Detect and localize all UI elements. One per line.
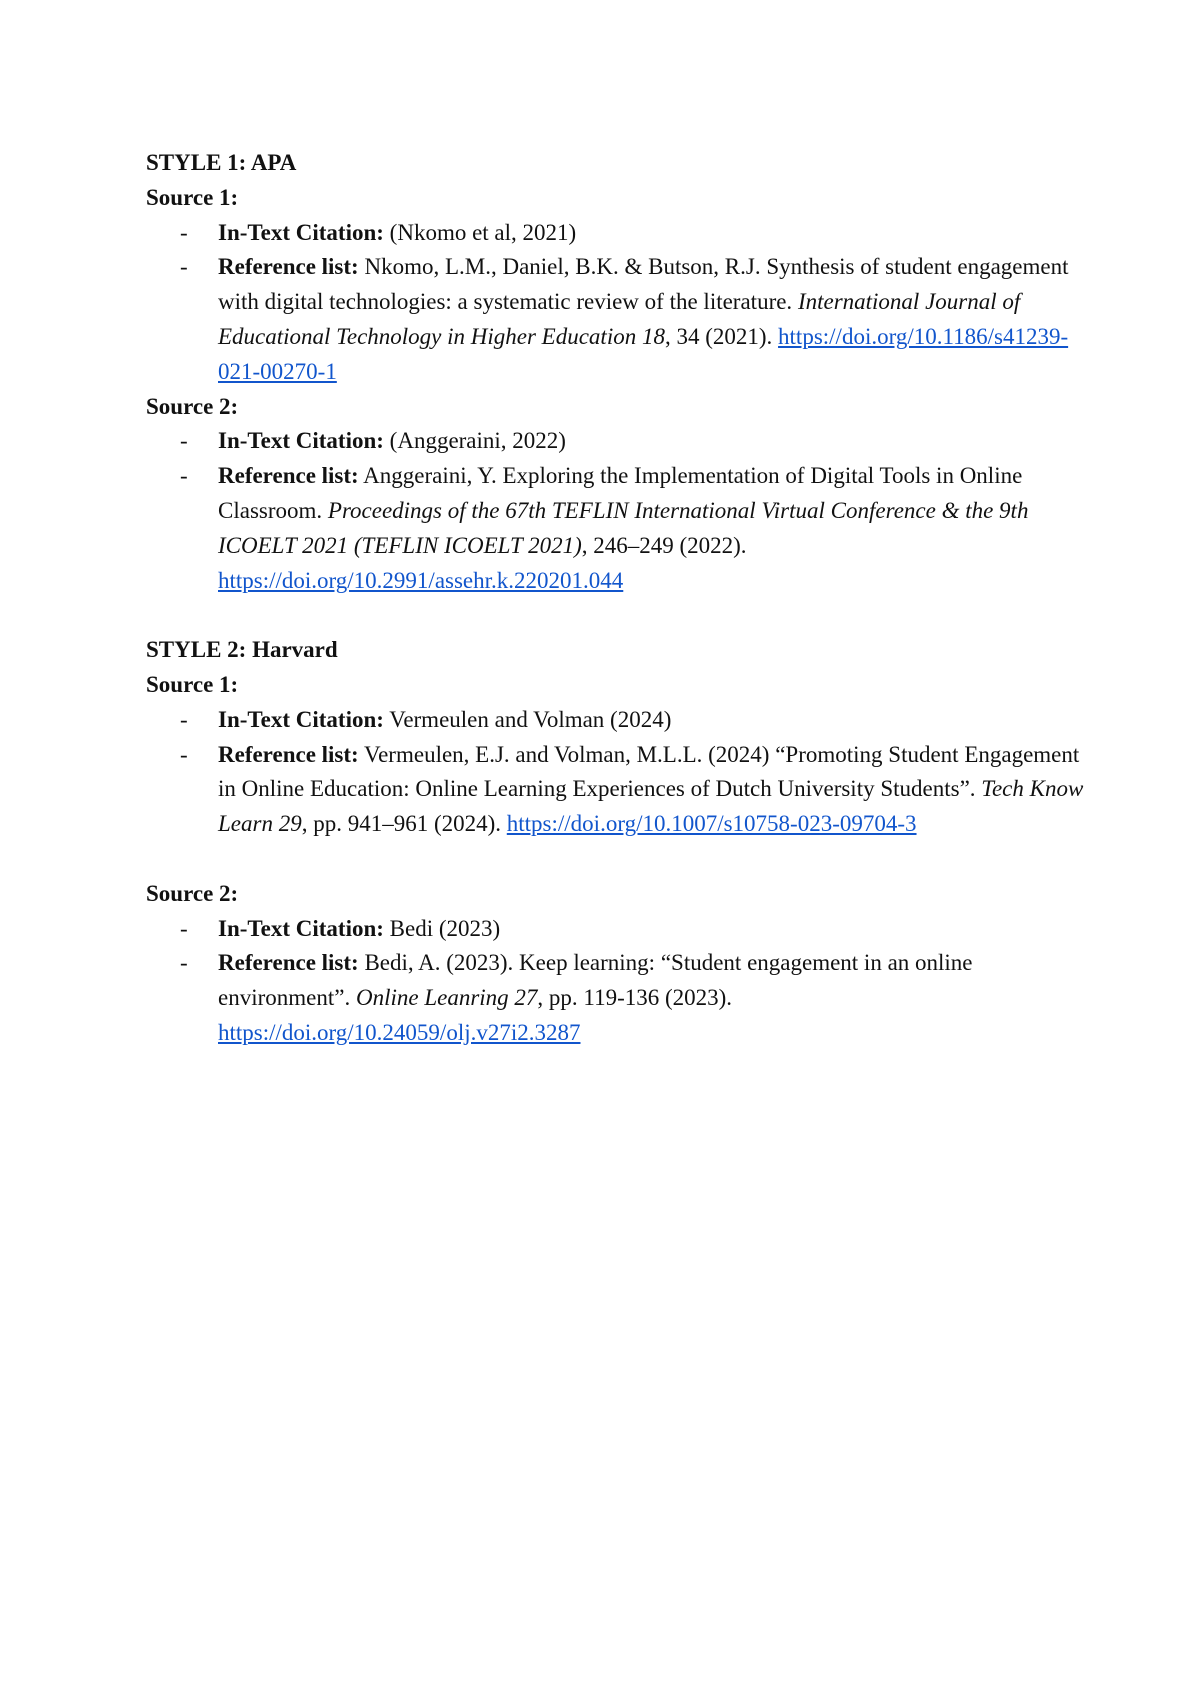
reference-list-label: Reference list: — [218, 254, 359, 280]
doi-link[interactable]: https://doi.org/10.2991/assehr.k.220201.044 — [218, 567, 624, 593]
in-text-citation-label: In-Text Citation: — [218, 706, 384, 732]
in-text-citation-value: (Anggeraini, 2022) — [383, 428, 566, 454]
reference-journal: Online Leanring 27 — [355, 985, 538, 1011]
reference-text: Bedi, A. (2023). Keep learning: “Student engagement in an online environment”. — [218, 950, 973, 1011]
reference-journal: Tech Know Learn 29 — [218, 776, 1084, 837]
list-marker: - — [180, 428, 188, 454]
in-text-citation-label: In-Text Citation: — [218, 428, 384, 454]
style-section-apa — [146, 146, 1086, 598]
list-marker: - — [180, 219, 188, 245]
reference-list-label: Reference list: — [218, 741, 359, 767]
source-block — [146, 877, 1086, 1051]
list-item-reference — [146, 459, 1086, 598]
style-section-harvard — [146, 633, 1086, 1051]
list-marker: - — [180, 706, 188, 732]
in-text-citation-value: Vermeulen and Volman (2024) — [383, 706, 672, 732]
reference-journal: Proceedings of the 67th TEFLIN International Virtual Conference & the 9th ICOELT 2021 (TEFLIN ICOELT 2021) — [218, 497, 1029, 558]
source-heading: Source 2: — [146, 880, 239, 906]
list-item-reference — [146, 946, 1086, 1050]
reference-text: Vermeulen, E.J. and Volman, M.L.L. (2024) “Promoting Student Engagement in Online Education: Online Learning Experiences of Dutch University Students”. — [218, 741, 1080, 802]
list-item-in-text-citation — [146, 912, 1086, 947]
in-text-citation-value: (Nkomo et al, 2021) — [383, 219, 577, 245]
style-heading: STYLE 1: APA — [146, 150, 297, 175]
citation-list — [146, 424, 1086, 598]
list-marker: - — [180, 950, 188, 976]
citation-list — [146, 703, 1086, 842]
source-block — [146, 668, 1086, 842]
list-item-in-text-citation — [146, 703, 1086, 738]
reference-details: , pp. 941–961 (2024). — [301, 811, 507, 837]
doi-link[interactable]: https://doi.org/10.1007/s10758-023-09704-3 — [506, 811, 917, 837]
citation-list — [146, 912, 1086, 1051]
in-text-citation-label: In-Text Citation: — [218, 915, 384, 941]
list-marker: - — [180, 741, 188, 767]
style-heading: STYLE 2: Harvard — [146, 637, 338, 663]
list-item-reference — [146, 250, 1086, 389]
source-heading: Source 2: — [146, 393, 239, 419]
doi-link[interactable]: https://doi.org/10.24059/olj.v27i2.3287 — [218, 1019, 581, 1045]
blank-line — [146, 842, 1086, 877]
reference-list-label: Reference list: — [218, 463, 359, 489]
source-heading: Source 1: — [146, 671, 239, 697]
source-heading: Source 1: — [146, 184, 239, 210]
in-text-citation-label: In-Text Citation: — [218, 219, 384, 245]
citation-list — [146, 216, 1086, 390]
list-marker: - — [180, 463, 188, 489]
document-page — [146, 146, 1086, 1051]
doi-link[interactable]: https://doi.org/10.1186/s41239-021-00270-1 — [218, 323, 1069, 384]
reference-details: , 246–249 (2022). — [581, 532, 747, 558]
list-item-in-text-citation — [146, 216, 1086, 251]
blank-line — [146, 598, 1086, 633]
source-block — [146, 390, 1086, 599]
reference-journal: International Journal of Educational Technology in Higher Education 18 — [218, 289, 1021, 349]
list-item-reference — [146, 738, 1086, 842]
list-marker: - — [180, 254, 188, 280]
list-marker: - — [180, 915, 188, 941]
list-item-in-text-citation — [146, 424, 1086, 459]
reference-list-label: Reference list: — [218, 950, 359, 976]
reference-details: , pp. 119-136 (2023). — [537, 985, 733, 1011]
in-text-citation-value: Bedi (2023) — [383, 915, 501, 941]
reference-text: Anggeraini, Y. Exploring the Implementation of Digital Tools in Online Classroom. — [218, 463, 1023, 523]
source-block — [146, 181, 1086, 390]
reference-text: Nkomo, L.M., Daniel, B.K. & Butson, R.J. Synthesis of student engagement with digital technologies: a systematic review of the literature. — [218, 254, 1069, 315]
reference-details: , 34 (2021). — [664, 323, 779, 349]
